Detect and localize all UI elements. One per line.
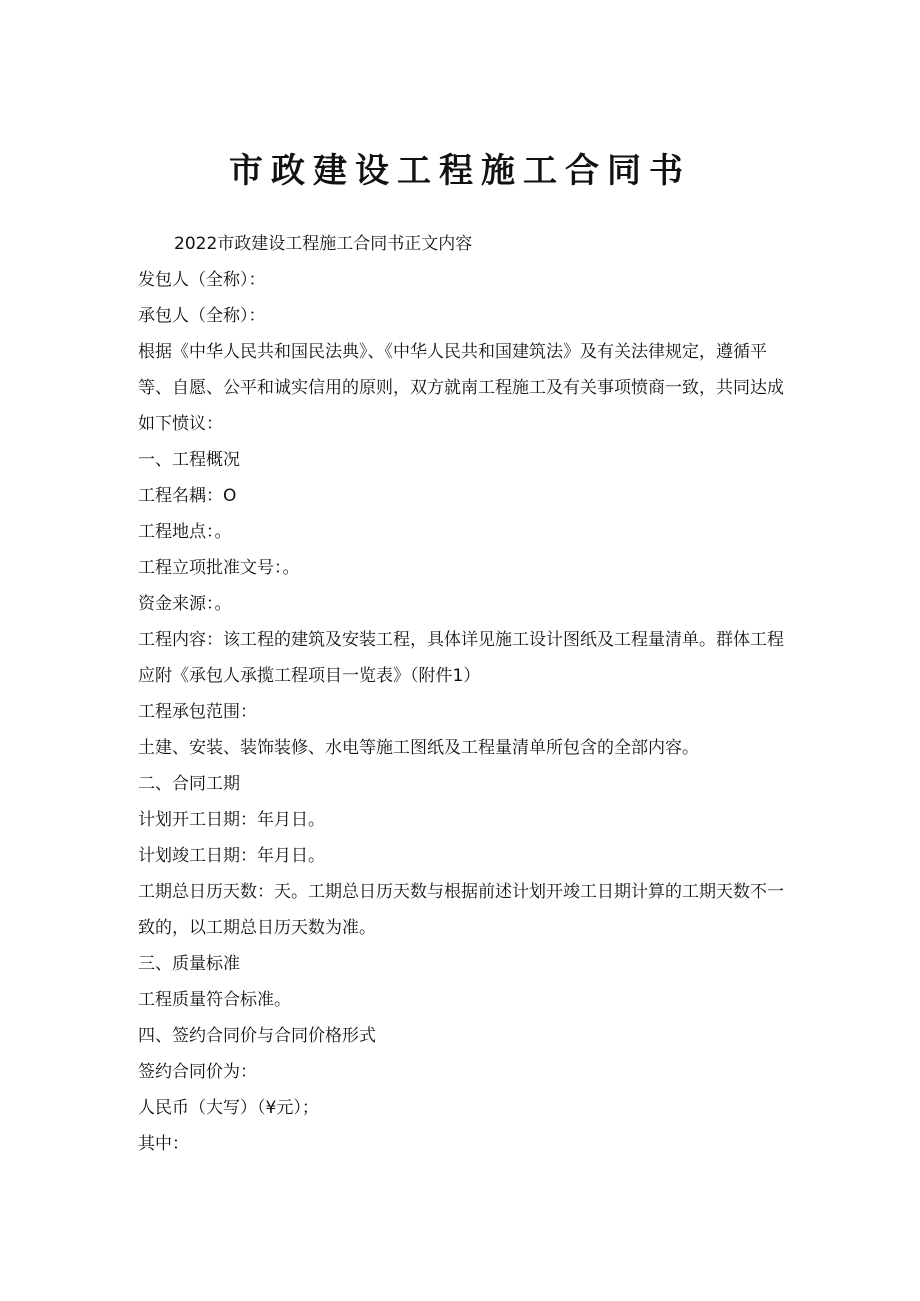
total-days-paragraph: 工期总日历天数：天。工期总日历天数与根据前述计划开竣工日期计算的工期天数不一致的，以工期总日历天数为准。 — [138, 882, 784, 938]
contract-scope-line: 工程承包范围： — [138, 702, 257, 722]
scope-detail-line: 土建、安装、装饰装修、水电等施工图纸及工程量清单所包含的全部内容。 — [138, 738, 699, 758]
section-heading-quality: 三、质量标准 — [138, 954, 240, 974]
rmb-amount-line: 人民币（大写）（¥元）； — [138, 1098, 319, 1118]
approval-number-line: 工程立项批准文号：。 — [138, 558, 300, 578]
section-heading-price: 四、签约合同价与合同价格形式 — [138, 1026, 376, 1046]
preamble-paragraph: 根据《中华人民共和国民法典》、《中华人民共和国建筑法》及有关法律规定，遵循平等、自愿、公平和诚实信用的原则，双方就南工程施工及有关事项愤商一致，共同达成如下愤议： — [138, 342, 784, 434]
fund-source-line: 资金来源：。 — [138, 594, 232, 614]
subtitle-line: 2022市政建设工程施工合同书正文内容 — [174, 234, 473, 254]
document-body — [138, 226, 786, 1162]
contractor-line: 承包人（全称）： — [138, 306, 266, 326]
contract-price-line: 签约合同价为： — [138, 1062, 257, 1082]
section-heading-overview: 一、工程概况 — [138, 450, 240, 470]
project-content-paragraph: 工程内容：该工程的建筑及安装工程，具体详见施工设计图纸及工程量清单。群体工程应附《承包人承揽工程项目一览表》（附件1） — [138, 630, 784, 686]
of-which-line: 其中： — [138, 1134, 189, 1154]
planned-completion-line: 计划竣工日期：年月日。 — [138, 846, 325, 866]
document-title: 市政建设工程施工合同书 — [229, 151, 691, 191]
planned-start-line: 计划开工日期：年月日。 — [138, 810, 325, 830]
project-name-line: 工程名耦：O — [138, 486, 237, 506]
project-location-line: 工程地点：。 — [138, 522, 232, 542]
section-heading-period: 二、合同工期 — [138, 774, 240, 794]
employer-line: 发包人（全称）： — [138, 270, 266, 290]
quality-line: 工程质量符合标准。 — [138, 990, 291, 1010]
